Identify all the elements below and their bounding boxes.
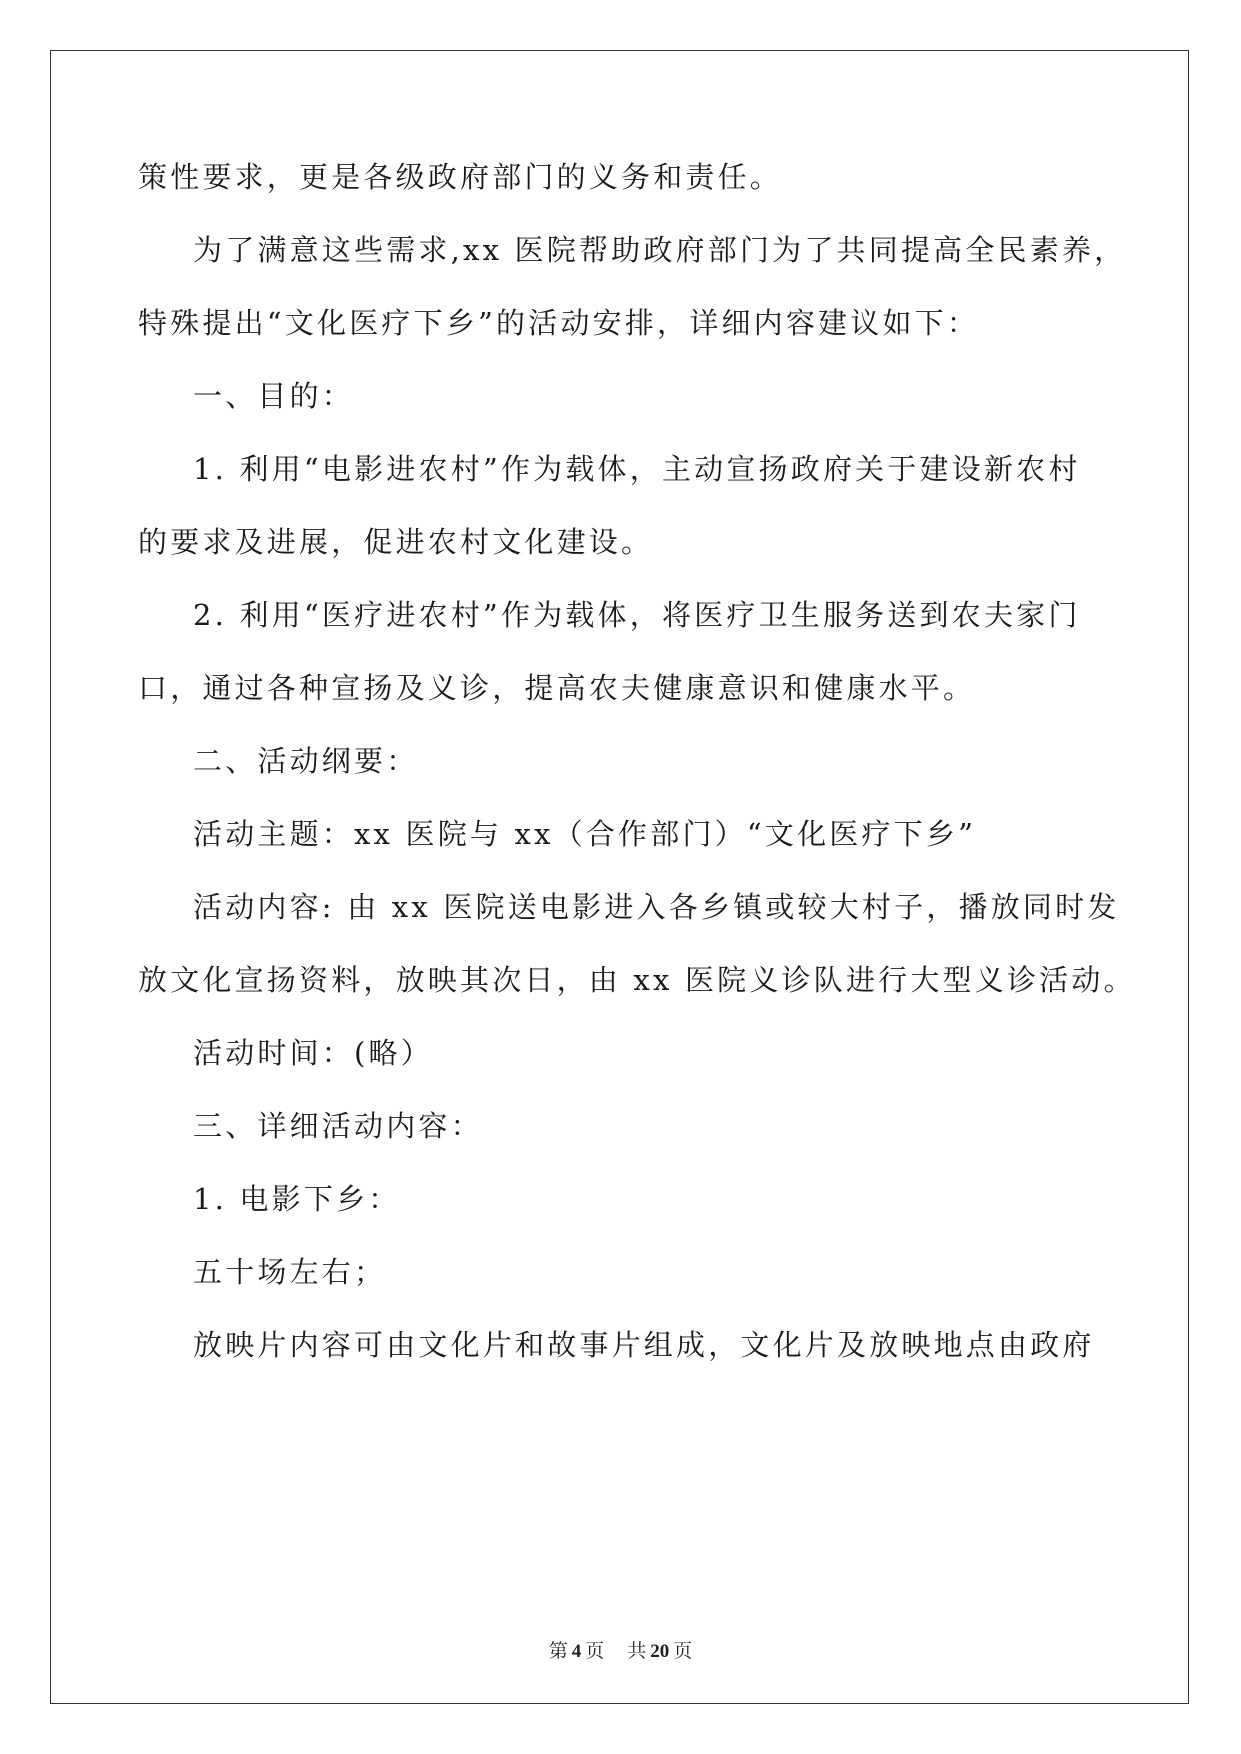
footer-prefix: 第 bbox=[548, 1641, 568, 1662]
section-heading: 一、目的： bbox=[193, 379, 355, 413]
footer-total-word: 页 bbox=[673, 1641, 693, 1662]
page-footer bbox=[0, 1636, 1241, 1663]
text-line: 2. 利用“医疗进农村”作为载体，将医疗卫生服务送到农夫家门 bbox=[193, 598, 1081, 632]
text-line: 五十场左右； bbox=[193, 1255, 387, 1289]
text-line: 的要求及进展，促进农村文化建设。 bbox=[138, 525, 654, 559]
text-line: 放映片内容可由文化片和故事片组成，文化片及放映地点由政府 bbox=[193, 1328, 1095, 1362]
text-line: 策性要求，更是各级政府部门的义务和责任。 bbox=[138, 160, 783, 194]
footer-page-word: 页 bbox=[585, 1641, 605, 1662]
text-line: 特殊提出“文化医疗下乡”的活动安排，详细内容建议如下： bbox=[138, 306, 980, 340]
current-page-number: 4 bbox=[571, 1641, 582, 1662]
text-line: 活动内容: 由 xx 医院送电影进入各乡镇或较大村子，播放同时发 bbox=[193, 890, 1120, 924]
text-line: 1. 利用“电影进农村”作为载体，主动宣扬政府关于建设新农村 bbox=[193, 452, 1081, 486]
text-line: 放文化宣扬资料，放映其次日，由 xx 医院义诊队进行大型义诊活动。 bbox=[138, 963, 1136, 997]
section-heading: 三、详细活动内容： bbox=[193, 1109, 483, 1143]
text-line: 活动时间：(略） bbox=[193, 1036, 433, 1070]
section-heading: 二、活动纲要： bbox=[193, 744, 419, 778]
text-line: 1. 电影下乡： bbox=[193, 1182, 401, 1216]
text-line: 口，通过各种宣扬及义诊，提高农夫健康意识和健康水平。 bbox=[138, 671, 976, 705]
footer-total-prefix: 共 bbox=[627, 1641, 647, 1662]
text-line: 活动主题：xx 医院与 xx（合作部门）“文化医疗下乡” bbox=[193, 817, 977, 851]
text-line: 为了满意这些需求,xx 医院帮助政府部门为了共同提高全民素养， bbox=[193, 233, 1127, 267]
total-page-count: 20 bbox=[650, 1641, 670, 1662]
page-border bbox=[50, 50, 1189, 1704]
